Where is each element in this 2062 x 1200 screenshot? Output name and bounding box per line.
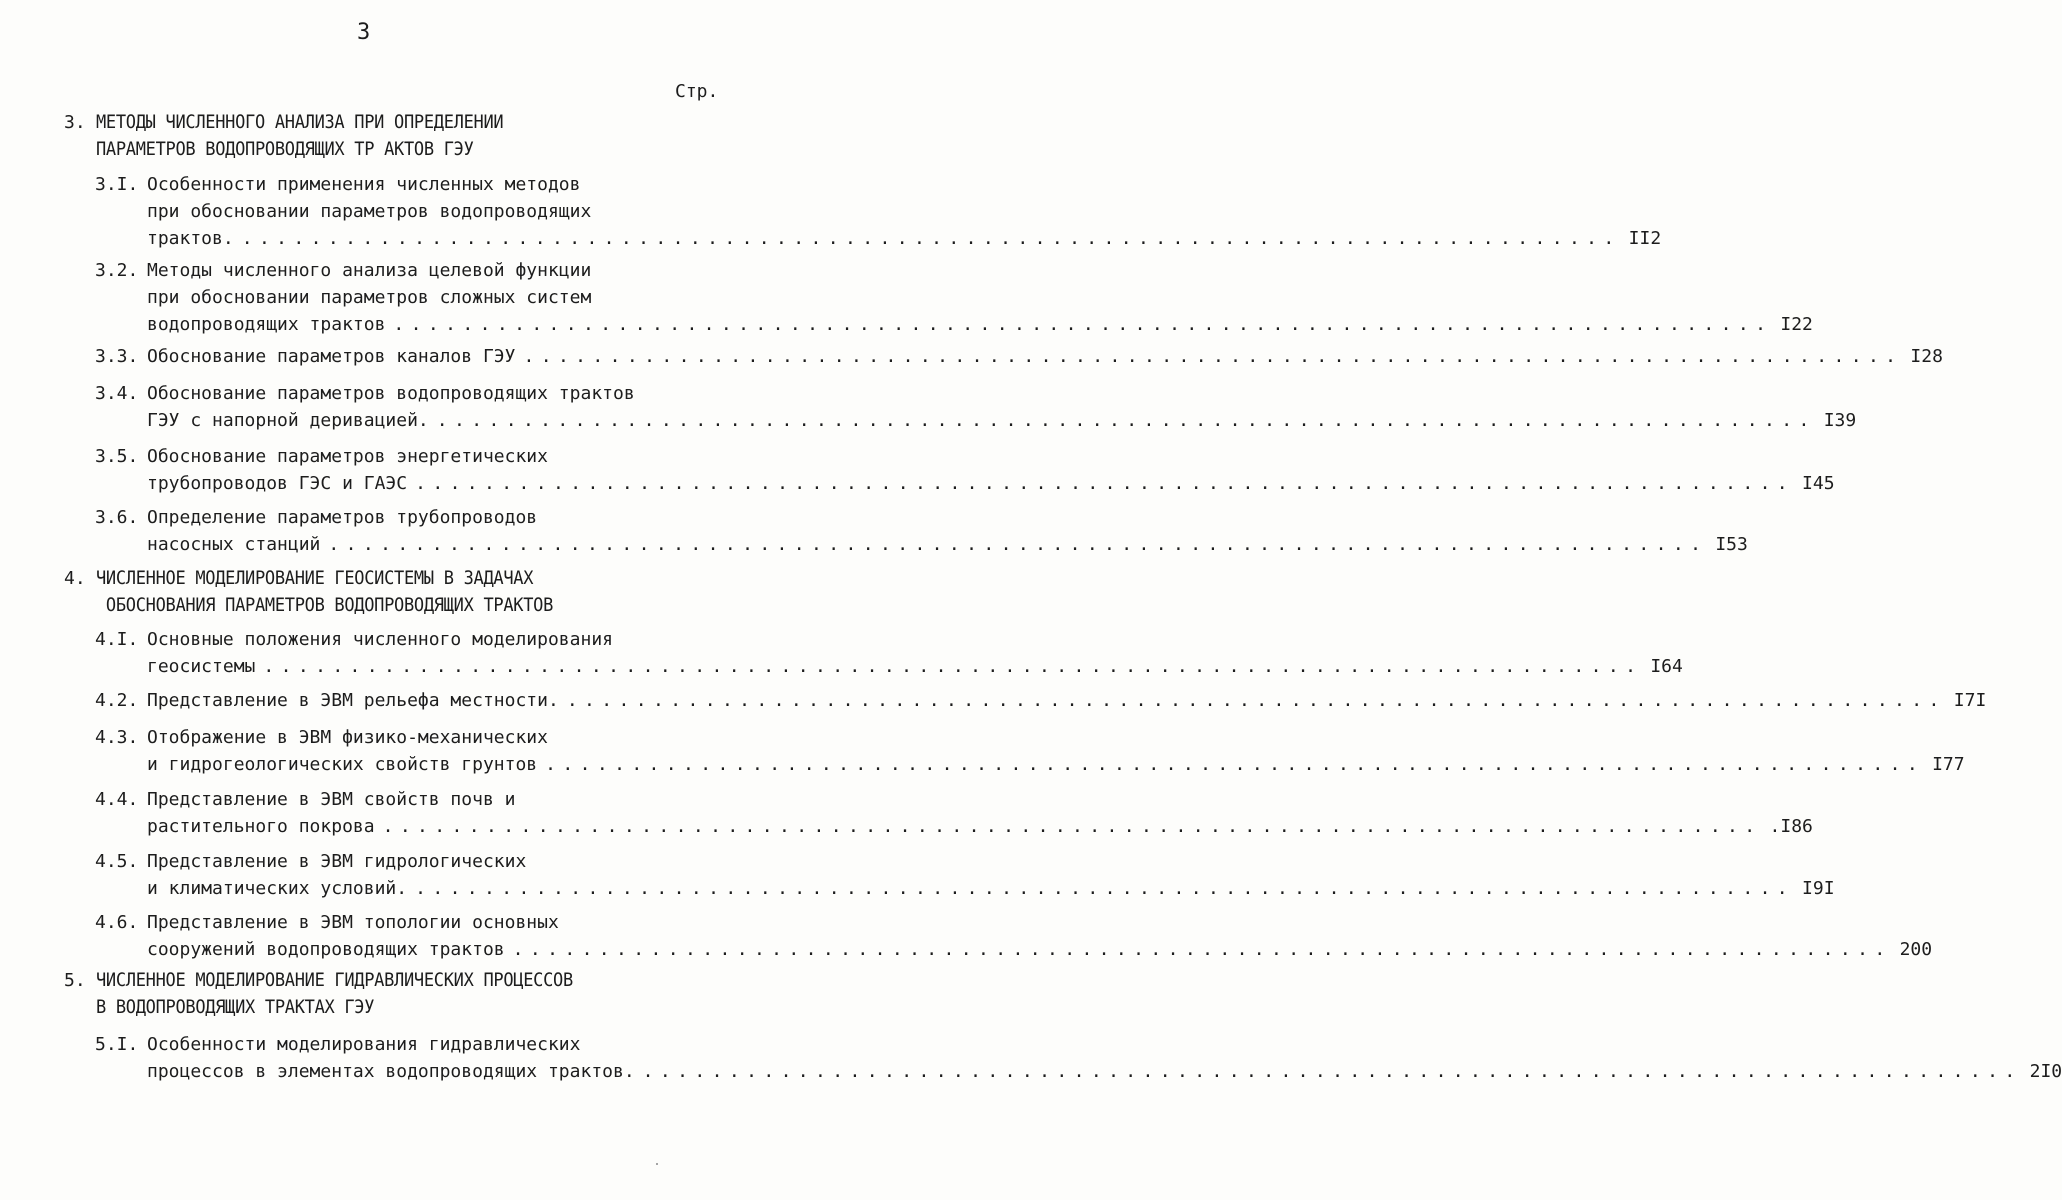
chapter-title-line: ЧИСЛЕННОЕ МОДЕЛИРОВАНИЕ ГЕОСИСТЕМЫ В ЗАДАЧАХ [96,568,534,590]
entry-number: 3.5. [95,446,139,467]
entry-last-line [147,754,1965,775]
entry-number: 4.4. [95,789,139,810]
chapter-title-line: В ВОДОПРОВОДЯЩИХ ТРАКТАХ ГЭУ [96,997,375,1019]
dot-leader: ................................................................................ [415,878,1795,899]
entry-last-line [147,228,1662,249]
entry-page-number: I22 [1780,314,1813,335]
entry-title-line: Обоснование параметров энергетических [147,446,548,467]
entry-title-line: Представление в ЭВМ топологии основных [147,912,559,933]
dot-leader: ................................................................................ [415,473,1795,494]
entry-title-line: Обоснование параметров водопроводящих трактов [147,383,635,404]
entry-page-number: I39 [1823,410,1857,431]
entry-title-line: геосистемы [147,656,256,677]
chapter-number: 5. [64,970,86,991]
chapter-title-line: ЧИСЛЕННОЕ МОДЕЛИРОВАНИЕ ГИДРАВЛИЧЕСКИХ ПРОЦЕССОВ [96,970,573,992]
entry-last-line [147,816,1813,837]
dot-leader: ................................................................................ [382,816,1762,837]
dot-leader: ................................................................................ [545,754,1925,775]
dot-leader: ................................................................................ [642,1061,2022,1082]
entry-number: 3.3. [95,346,139,367]
entry-last-line [147,410,1857,431]
entry-title-line: Представление в ЭВМ рельефа местности. [147,690,559,711]
entry-page-number: II2 [1628,228,1662,249]
dot-leader: ................................................................................ [436,410,1816,431]
entry-last-line [147,1061,2062,1082]
entry-title-line: при обосновании параметров сложных систем [147,287,592,308]
entry-title-line: Методы численного анализа целевой функции [147,260,592,281]
entry-page-number: 2I0 [2029,1061,2062,1082]
entry-title-line: трубопроводов ГЭС и ГАЭС [147,473,408,494]
entry-number: 4.I. [95,629,139,650]
chapter-title-line: МЕТОДЫ ЧИСЛЕННОГО АНАЛИЗА ПРИ ОПРЕДЕЛЕНИИ [96,112,504,134]
dot-leader: ................................................................................ [328,534,1708,555]
entry-number: 3.I. [95,174,139,195]
entry-page-number: I53 [1715,534,1748,555]
entry-number: 4.6. [95,912,139,933]
entry-page-number: I28 [1910,346,1943,367]
dot-leader: ................................................................................ [512,939,1892,960]
page-column-header: Стр. [675,81,719,102]
entry-page-number: I64 [1650,656,1683,677]
entry-last-line [147,346,1943,367]
entry-title-line: трактов. [147,228,234,249]
entry-number: 5.I. [95,1034,139,1055]
entry-number: 4.2. [95,690,139,711]
entry-title-line: Основные положения численного моделирования [147,629,613,650]
entry-title-line: Особенности применения численных методов [147,174,581,195]
speck [656,1163,658,1165]
entry-number: 4.3. [95,727,139,748]
entry-title-line: водопроводящих трактов [147,314,386,335]
entry-title-line: сооружений водопроводящих трактов [147,939,505,960]
entry-last-line [147,656,1683,677]
dot-leader: ................................................................................ [241,228,1621,249]
entry-last-line [147,690,1987,711]
entry-title-line: Представление в ЭВМ свойств почв и [147,789,516,810]
entry-title-line: Обоснование параметров каналов ГЭУ [147,346,516,367]
entry-page-number: I9I [1802,878,1835,899]
entry-number: 3.2. [95,260,139,281]
entry-title-line: и климатических условий. [147,878,408,899]
page-number: 3 [357,20,371,45]
entry-title-line: процессов в элементах водопроводящих трактов. [147,1061,635,1082]
dot-leader: ................................................................................ [393,314,1773,335]
entry-title-line: Представление в ЭВМ гидрологических [147,851,527,872]
entry-title-line: ГЭУ с напорной деривацией. [147,410,429,431]
entry-number: 4.5. [95,851,139,872]
entry-title-line: Определение параметров трубопроводов [147,507,538,528]
entry-title-line: и гидрогеологических свойств грунтов [147,754,538,775]
entry-last-line [147,314,1813,335]
dot-leader: ................................................................................ [523,346,1903,367]
entry-last-line [147,534,1748,555]
chapter-title-line: ОБОСНОВАНИЯ ПАРАМЕТРОВ ВОДОПРОВОДЯЩИХ ТРАКТОВ [96,595,554,617]
entry-number: 3.4. [95,383,139,404]
entry-page-number: 200 [1899,939,1933,960]
chapter-title-line: ПАРАМЕТРОВ ВОДОПРОВОДЯЩИХ ТР АКТОВ ГЭУ [96,139,474,161]
entry-page-number: .I86 [1769,816,1813,837]
entry-title-line: насосных станций [147,534,321,555]
entry-page-number: I77 [1932,754,1965,775]
entry-title-line: Отображение в ЭВМ физико-механических [147,727,548,748]
entry-title-line: Особенности моделирования гидравлических [147,1034,581,1055]
dot-leader: ................................................................................ [566,690,1946,711]
entry-title-line: растительного покрова [147,816,375,837]
entry-page-number: I45 [1802,473,1835,494]
dot-leader: ................................................................................ [263,656,1643,677]
entry-last-line [147,939,1933,960]
chapter-number: 4. [64,568,86,589]
entry-title-line: при обосновании параметров водопроводящих [147,201,592,222]
entry-last-line [147,878,1835,899]
entry-page-number: I7I [1953,690,1987,711]
entry-number: 3.6. [95,507,139,528]
entry-last-line [147,473,1835,494]
chapter-number: 3. [64,112,86,133]
